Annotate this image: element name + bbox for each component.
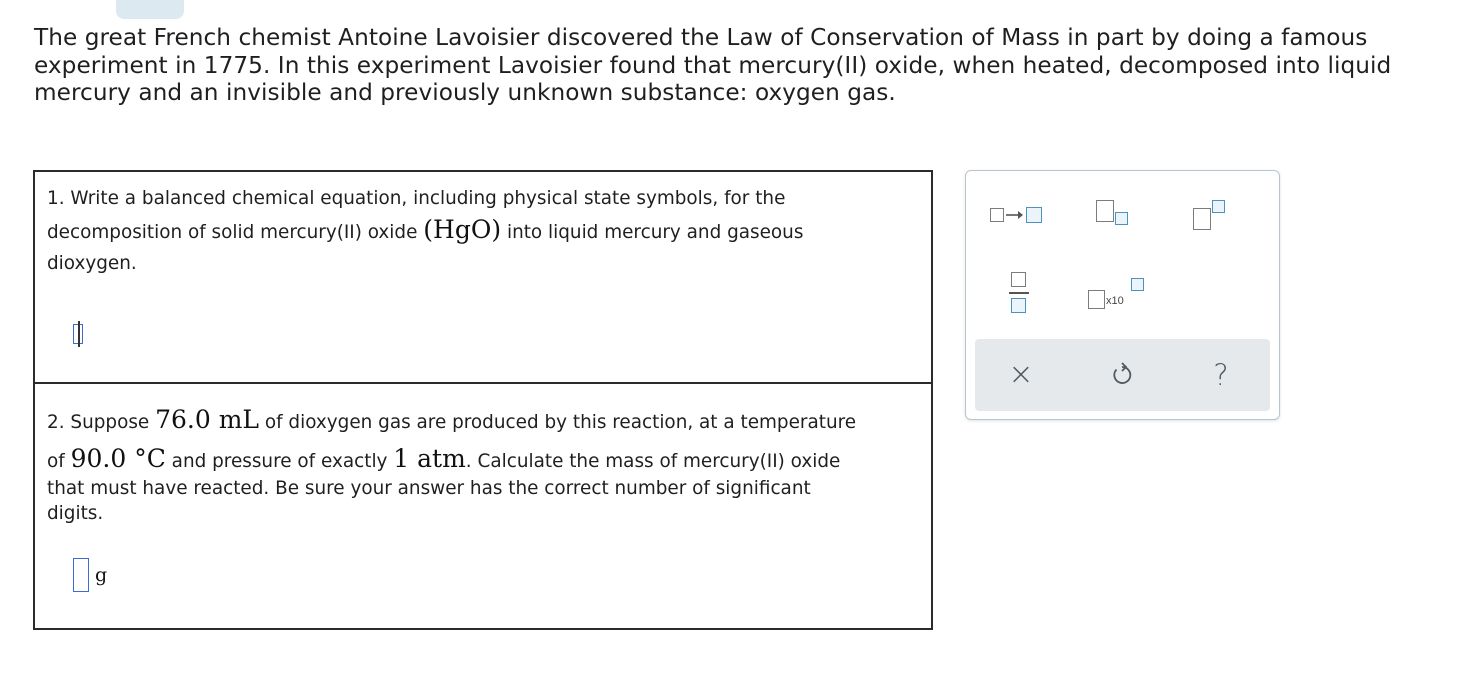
help-icon: ? [1213, 358, 1229, 392]
collapse-tab[interactable] [116, 0, 184, 19]
help-button[interactable] [1205, 359, 1237, 391]
volume-value: 76.0 mL [155, 405, 259, 434]
intro-paragraph [34, 24, 1434, 107]
unit-label: g [95, 564, 108, 586]
q2-line-2a: of [47, 451, 71, 472]
q2-line-1 [47, 405, 856, 434]
q2-line-1a: 2. Suppose [47, 412, 156, 433]
clear-button[interactable] [1005, 359, 1037, 391]
pressure-value: 1 atm [393, 444, 466, 473]
q1-line-2b: into liquid mercury and gaseous [501, 222, 804, 243]
question-1 [35, 172, 931, 384]
q1-line-1: 1. Write a balanced chemical equation, including physical state symbols, for the [47, 188, 786, 209]
clear-icon: × [1008, 357, 1034, 392]
intro-line-3: mercury and an invisible and previously unknown substance: oxygen gas. [34, 79, 896, 106]
temperature-value: 90.0 °C [70, 444, 166, 473]
text-cursor [78, 321, 80, 347]
superscript-button[interactable] [1191, 198, 1231, 232]
scientific-notation-button[interactable] [1086, 276, 1144, 312]
q2-line-1b: of dioxygen gas are produced by this reaction, at a temperature [259, 412, 857, 433]
subscript-button[interactable] [1094, 198, 1134, 230]
q2-line-3: that must have reacted. Be sure your answer has the correct number of significant [47, 478, 811, 499]
undo-icon [1106, 359, 1138, 391]
q2-line-2b: and pressure of exactly [165, 451, 394, 472]
mass-answer-input[interactable] [73, 558, 89, 592]
formula-hgo: HgO [433, 215, 492, 244]
intro-line-1: The great French chemist Antoine Lavoisier discovered the Law of Conservation of Mass in part by doing a famous [34, 24, 1368, 51]
q1-line-2a: decomposition of solid mercury(II) oxide [47, 222, 424, 243]
intro-line-2: experiment in 1775. In this experiment Lavoisier found that mercury(II) oxide, when heated, decomposed into liquid [34, 51, 1392, 79]
reaction-arrow-button[interactable] [988, 205, 1048, 225]
q1-line-3: dioxygen. [47, 253, 137, 274]
equation-answer-field[interactable] [73, 321, 85, 347]
paren-close: ) [491, 215, 502, 244]
x10-label: x10 [1106, 295, 1124, 307]
question-box [33, 170, 933, 630]
q1-line-2 [47, 215, 803, 244]
q2-line-2 [47, 444, 840, 473]
math-toolbar [965, 170, 1280, 420]
q2-line-2c: . Calculate the mass of mercury(II) oxide [465, 451, 841, 472]
undo-button[interactable] [1106, 359, 1138, 391]
q2-line-4: digits. [47, 503, 104, 524]
paren-open: ( [423, 215, 434, 244]
action-bar [975, 339, 1270, 411]
fraction-button[interactable] [1008, 271, 1032, 317]
